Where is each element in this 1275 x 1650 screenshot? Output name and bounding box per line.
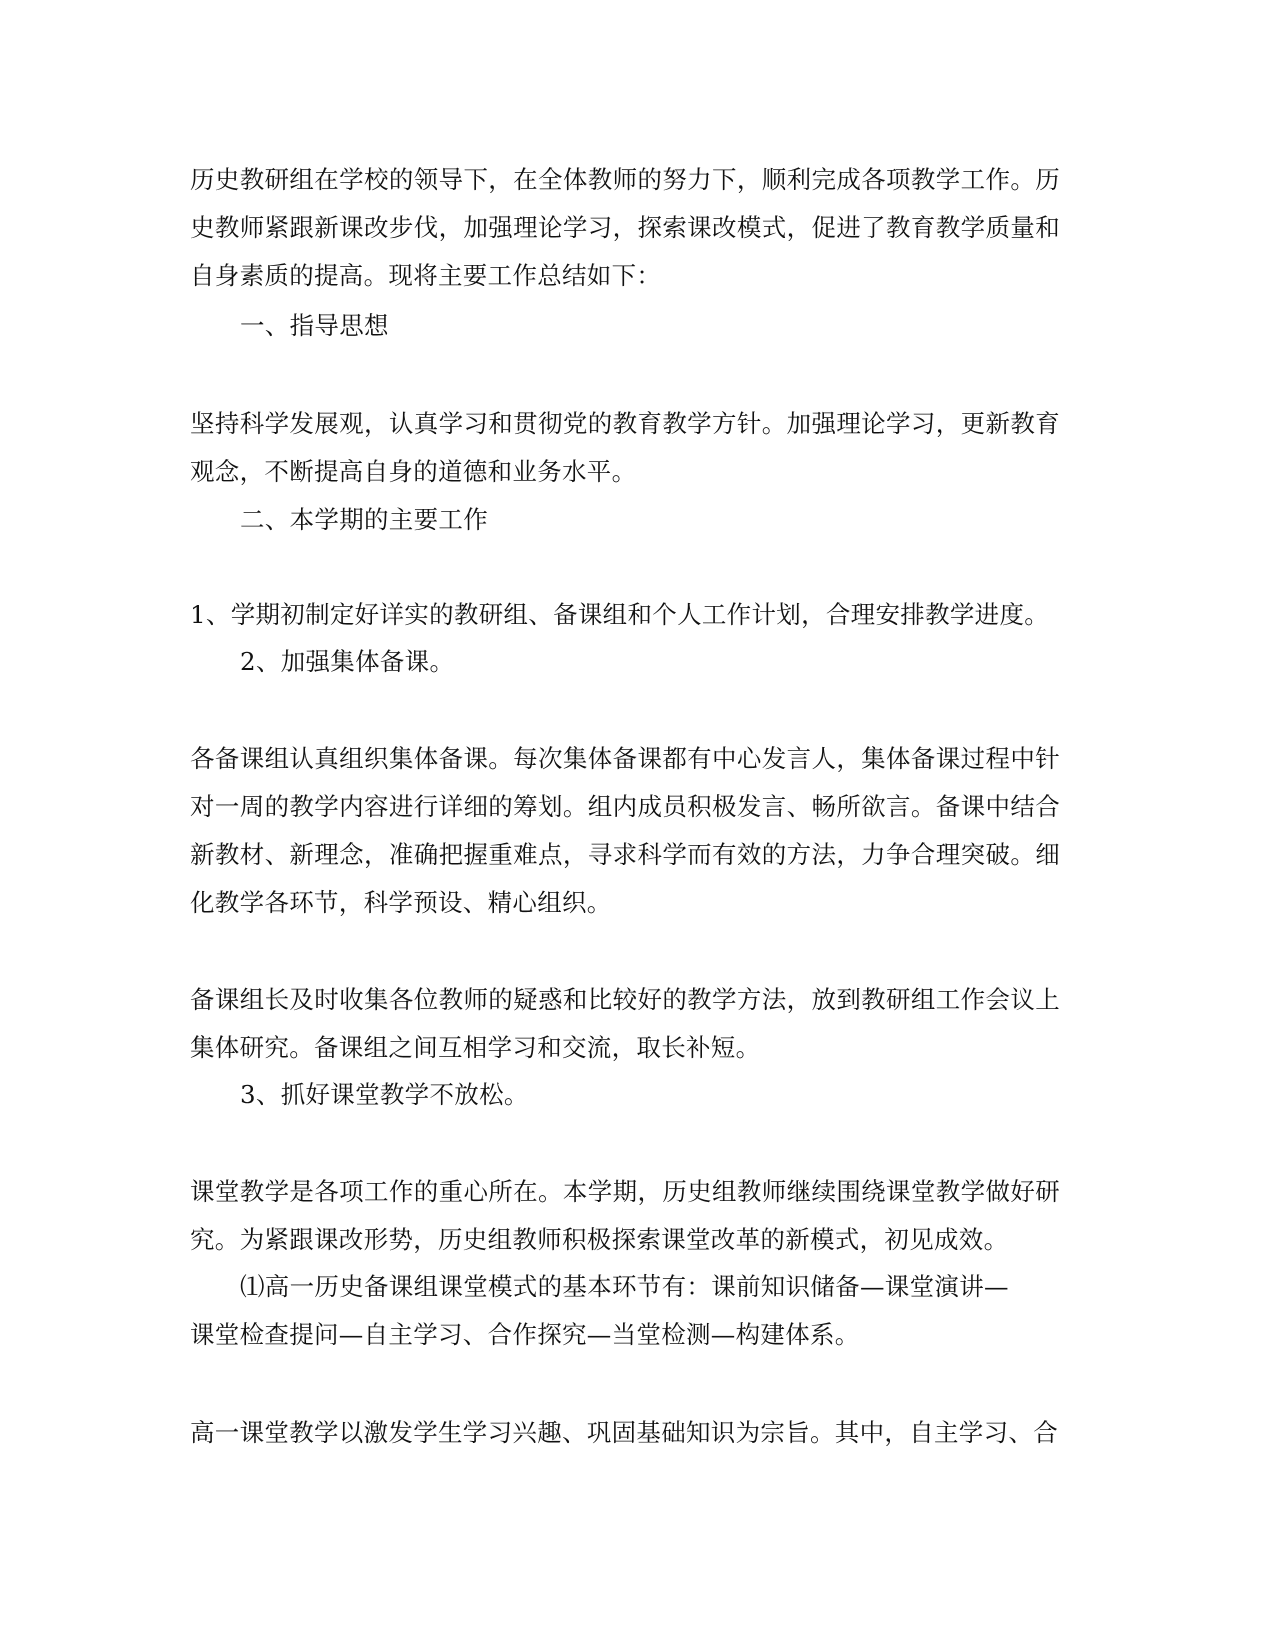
classroom-teaching-paragraph: 课堂教学是各项工作的重心所在。本学期，历史组教师继续围绕课堂教学做好研究。为紧跟课改形势，历史组教师积极探索课堂改革的新模式，初见成效。	[190, 1177, 1060, 1254]
work-item-3: 3、抓好课堂教学不放松。	[240, 1080, 529, 1109]
work-item-2: 2、加强集体备课。	[240, 647, 455, 676]
section-heading-guiding-ideology: 一、指导思想	[240, 311, 389, 340]
guiding-ideology-paragraph: 坚持科学发展观，认真学习和贯彻党的教育教学方针。加强理论学习，更新教育观念，不断提高自身的道德和业务水平。	[190, 409, 1060, 486]
sub-item-1-line-1: ⑴高一历史备课组课堂模式的基本环节有：课前知识储备—课堂演讲—	[240, 1272, 1009, 1301]
section-heading-main-work: 二、本学期的主要工作	[240, 505, 488, 534]
intro-paragraph: 历史教研组在学校的领导下，在全体教师的努力下，顺利完成各项教学工作。历史教师紧跟新课改步伐，加强理论学习，探索课改模式，促进了教育教学质量和自身素质的提高。现将主要工作总结如下：	[190, 165, 1060, 290]
grade10-teaching-paragraph: 高一课堂教学以激发学生学习兴趣、巩固基础知识为宗旨。其中，自主学习、合	[190, 1418, 1058, 1447]
lesson-prep-leader-paragraph: 备课组长及时收集各位教师的疑惑和比较好的教学方法，放到教研组工作会议上集体研究。备课组之间互相学习和交流，取长补短。	[190, 985, 1060, 1062]
lesson-prep-paragraph: 各备课组认真组织集体备课。每次集体备课都有中心发言人，集体备课过程中针对一周的教学内容进行详细的筹划。组内成员积极发言、畅所欲言。备课中结合新教材、新理念，准确把握重难点，寻求科学而有效的方法，力争合理突破。细化教学各环节，科学预设、精心组织。	[190, 744, 1060, 917]
sub-item-1	[190, 1263, 1060, 1359]
work-item-1: 1、学期初制定好详实的教研组、备课组和个人工作计划，合理安排教学进度。	[190, 600, 1050, 629]
sub-item-1-line-2: 课堂检查提问—自主学习、合作探究—当堂检测—构建体系。	[190, 1320, 860, 1349]
